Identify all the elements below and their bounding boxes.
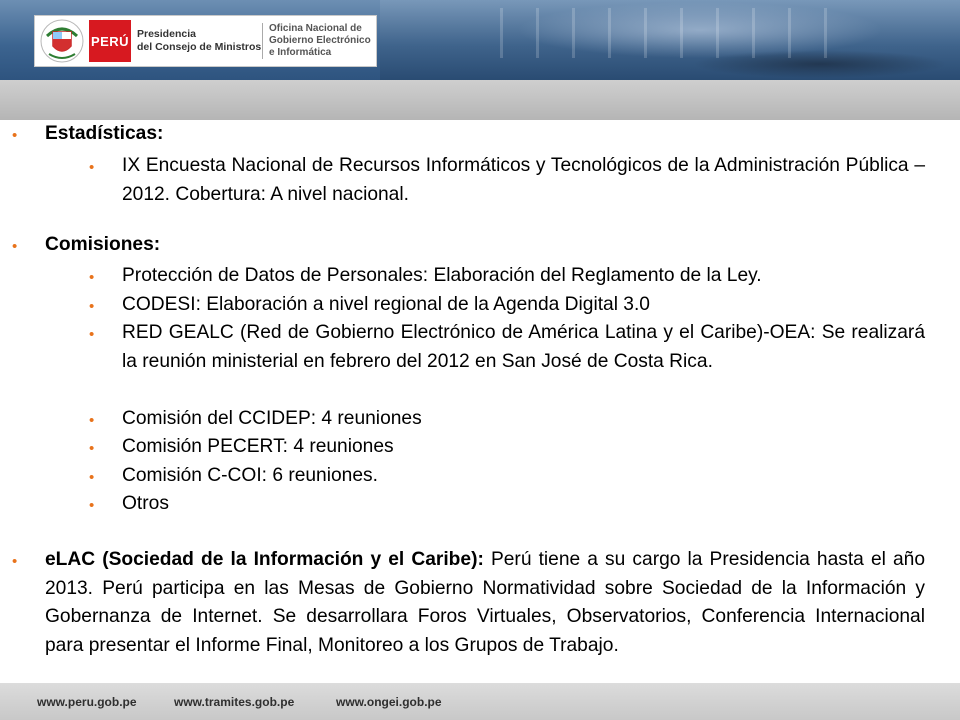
list-item: Comisión del CCIDEP: 4 reuniones: [122, 408, 422, 429]
ongei-line2: Gobierno Electrónico: [269, 35, 371, 46]
bullet-icon: •: [89, 497, 95, 514]
list-item: IX Encuesta Nacional de Recursos Informáticos y Tecnológicos de la Administración Pública – 2012. Cobertura: A nivel nacional.: [122, 155, 925, 205]
elac-paragraph: [45, 546, 925, 660]
bullet-icon: •: [89, 298, 95, 315]
bullet-icon: •: [89, 326, 95, 343]
slide-header: [0, 0, 960, 120]
bullet-icon: •: [12, 238, 18, 255]
ongei-name: [262, 23, 371, 59]
list-item: Protección de Datos de Personales: Elaboración del Reglamento de la Ley.: [122, 265, 762, 286]
footer-link-tramites[interactable]: www.tramites.gob.pe: [174, 695, 295, 709]
list-item: Comisión C-COI: 6 reuniones.: [122, 465, 378, 486]
peru-coat-of-arms-icon: [39, 18, 85, 64]
list-item: Comisión PECERT: 4 reuniones: [122, 436, 394, 457]
footer-link-ongei[interactable]: www.ongei.gob.pe: [336, 695, 442, 709]
ongei-line3: e Informática: [269, 47, 332, 58]
header-gray-band: [0, 80, 960, 120]
slide-footer: [0, 683, 960, 720]
bullet-icon: •: [89, 440, 95, 457]
bullet-icon: •: [12, 553, 18, 570]
section-heading-estadisticas: Estadísticas:: [45, 123, 164, 144]
pcm-logo: [34, 15, 264, 67]
list-item: CODESI: Elaboración a nivel regional de la Agenda Digital 3.0: [122, 294, 650, 315]
bullet-icon: •: [89, 412, 95, 429]
list-item: Otros: [122, 493, 169, 514]
ongei-line1: Oficina Nacional de: [269, 23, 362, 34]
elac-heading: eLAC (Sociedad de la Información y el Caribe):: [45, 549, 484, 570]
pcm-name: [137, 28, 261, 54]
bullet-icon: •: [89, 269, 95, 286]
bullet-icon: •: [12, 127, 18, 144]
bullet-icon: •: [89, 159, 95, 176]
elac-text: Perú tiene a su cargo la Presidencia hasta el año 2013. Perú participa en las Mesas de Gobierno Normatividad sobre Sociedad de la Información y Gobernanza de Internet. Se desarrollara Foros Virtuales, Observatorios, Conferencia Internacional para presentar el Informe Final, Monitoreo a los Grupos de Trabajo.: [45, 549, 925, 656]
pcm-line1: Presidencia: [137, 28, 196, 40]
boardroom-photo: [380, 0, 960, 80]
peru-red-block: PERÚ: [89, 20, 131, 62]
list-item: RED GEALC (Red de Gobierno Electrónico de América Latina y el Caribe)-OEA: Se realizará la reunión ministerial en febrero del 2012 en San José de Costa Rica.: [122, 322, 925, 372]
footer-link-peru[interactable]: www.peru.gob.pe: [37, 695, 137, 709]
bullet-icon: •: [89, 469, 95, 486]
ongei-logo: [262, 15, 377, 67]
section-heading-comisiones: Comisiones:: [45, 234, 161, 255]
pcm-line2: del Consejo de Ministros: [137, 41, 262, 53]
slide-content: [0, 120, 960, 683]
